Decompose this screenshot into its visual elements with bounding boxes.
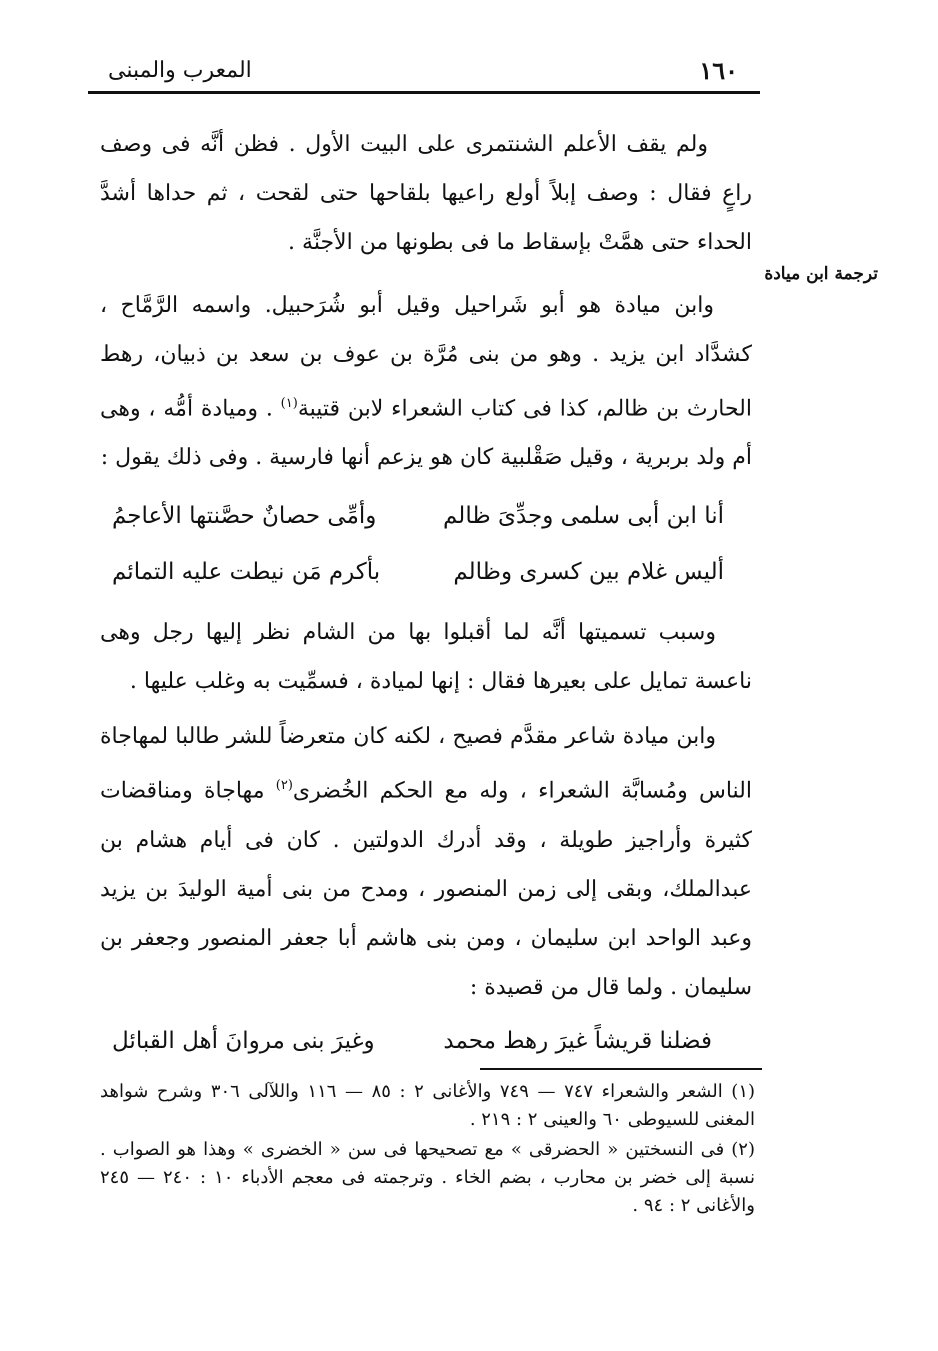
verse-first-hemistich: فضلنا قريشاً غيرَ رهط محمد <box>443 1028 712 1055</box>
verse-line <box>100 544 752 600</box>
footnote-ref: (٢) <box>275 778 293 794</box>
verse-second-hemistich: بأكرم مَن نيطت عليه التمائم <box>112 558 381 585</box>
footnote-ref: (١) <box>280 396 298 411</box>
verse-second-hemistich: وغيرَ بنى مروانَ أهل القبائل <box>112 1028 375 1055</box>
running-title: المعرب والمبنى <box>108 58 252 83</box>
footnotes <box>100 1078 755 1220</box>
verse-second-hemistich: وأمِّى حصانٌ حصَّنتها الأعاجمُ <box>112 502 377 529</box>
paragraph-text: وابن ميادة شاعر مقدَّم فصيح ، لكنه كان متعرضاً للشر طالبا لمهاجاة الناس ومُسابَّة الشعراء ، وله مع الحكم الخُضرى <box>100 724 752 804</box>
margin-note: ترجمة ابن ميادة <box>764 264 878 284</box>
paragraph: ولم يقف الأعلم الشنتمرى على البيت الأول . فظن أنَّه فى وصف راعٍ فقال : وصف إبلاً أولع راعيها بلقاحها حتى لقحت ، ثم حداها أشدَّ الحداء حتى همَّتْ بإسقاط ما فى بطونها من الأجنَّة . <box>100 132 752 255</box>
paragraph-text: مهاجاة ومناقضات كثيرة وأراجيز طويلة ، وقد أدرك الدولتين . كان فى أيام هشام بن عبدالملك، وبقى إلى زمن المنصور ، ومدح من بنى أمية الوليدَ بن يزيد وعبد الواحد ابن سليمان ، ومن بنى هاشم أبا جعفر المنصور وجعفر بن سليمان . ولما قال من قصيدة : <box>100 778 752 1000</box>
paragraph <box>100 712 752 1011</box>
paragraph-text: . وميادة أمُّه ، وهى أم ولد بربرية ، وقيل صَقْلبية كان هو يزعم أنها فارسية . وفى ذلك يقول : <box>100 396 752 471</box>
main-text <box>100 120 752 1070</box>
verse-line <box>100 488 752 544</box>
paragraph: وسبب تسميتها أنَّه لما أقبلوا بها من الشام نظر إليها رجل وهى ناعسة تمايل على بعيرها فقال : إنها لميادة ، فسمِّيت به وغلب عليها . <box>100 620 752 695</box>
verse-line <box>100 1014 752 1070</box>
paragraph <box>100 281 752 482</box>
page-number: ١٦٠ <box>699 56 738 85</box>
verse-block <box>100 488 752 600</box>
page-header <box>88 52 758 92</box>
footnote-rule <box>480 1068 762 1070</box>
footnote: (١) الشعر والشعراء ٧٤٧ — ٧٤٩ والأغانى ٢ : ٨٥ — ١١٦ واللآلى ٣٠٦ وشرح شواهد المغنى للسيوطى ٦٠ والعينى ٢ : ٢١٩ . <box>100 1081 756 1130</box>
paragraph-text: وابن ميادة هو أبو شَراحيل وقيل أبو شُرَحبيل. واسمه الرَّمَّاح ، كشدَّاد ابن يزيد . وهو من بنى مُرَّة بن عوف بن سعد بن ذبيان، رهط الحارث بن ظالم، كذا فى كتاب الشعراء لابن قتيبة <box>100 293 752 422</box>
verse-first-hemistich: أنا ابن أبى سلمى وجدِّىَ ظالم <box>443 502 724 529</box>
header-rule <box>88 91 760 94</box>
verse-first-hemistich: أليس غلام بين كسرى وظالم <box>453 558 724 585</box>
footnote: (٢) فى النسختين « الحضرقى » مع تصحيحها فى سن « الخضرى » وهذا هو الصواب . نسبة إلى خضر بن محارب ، بضم الخاء . وترجمته فى معجم الأدباء ١٠ : ٢٤٠ — ٢٤٥ والأغانى ٢ : ٩٤ . <box>100 1139 755 1216</box>
